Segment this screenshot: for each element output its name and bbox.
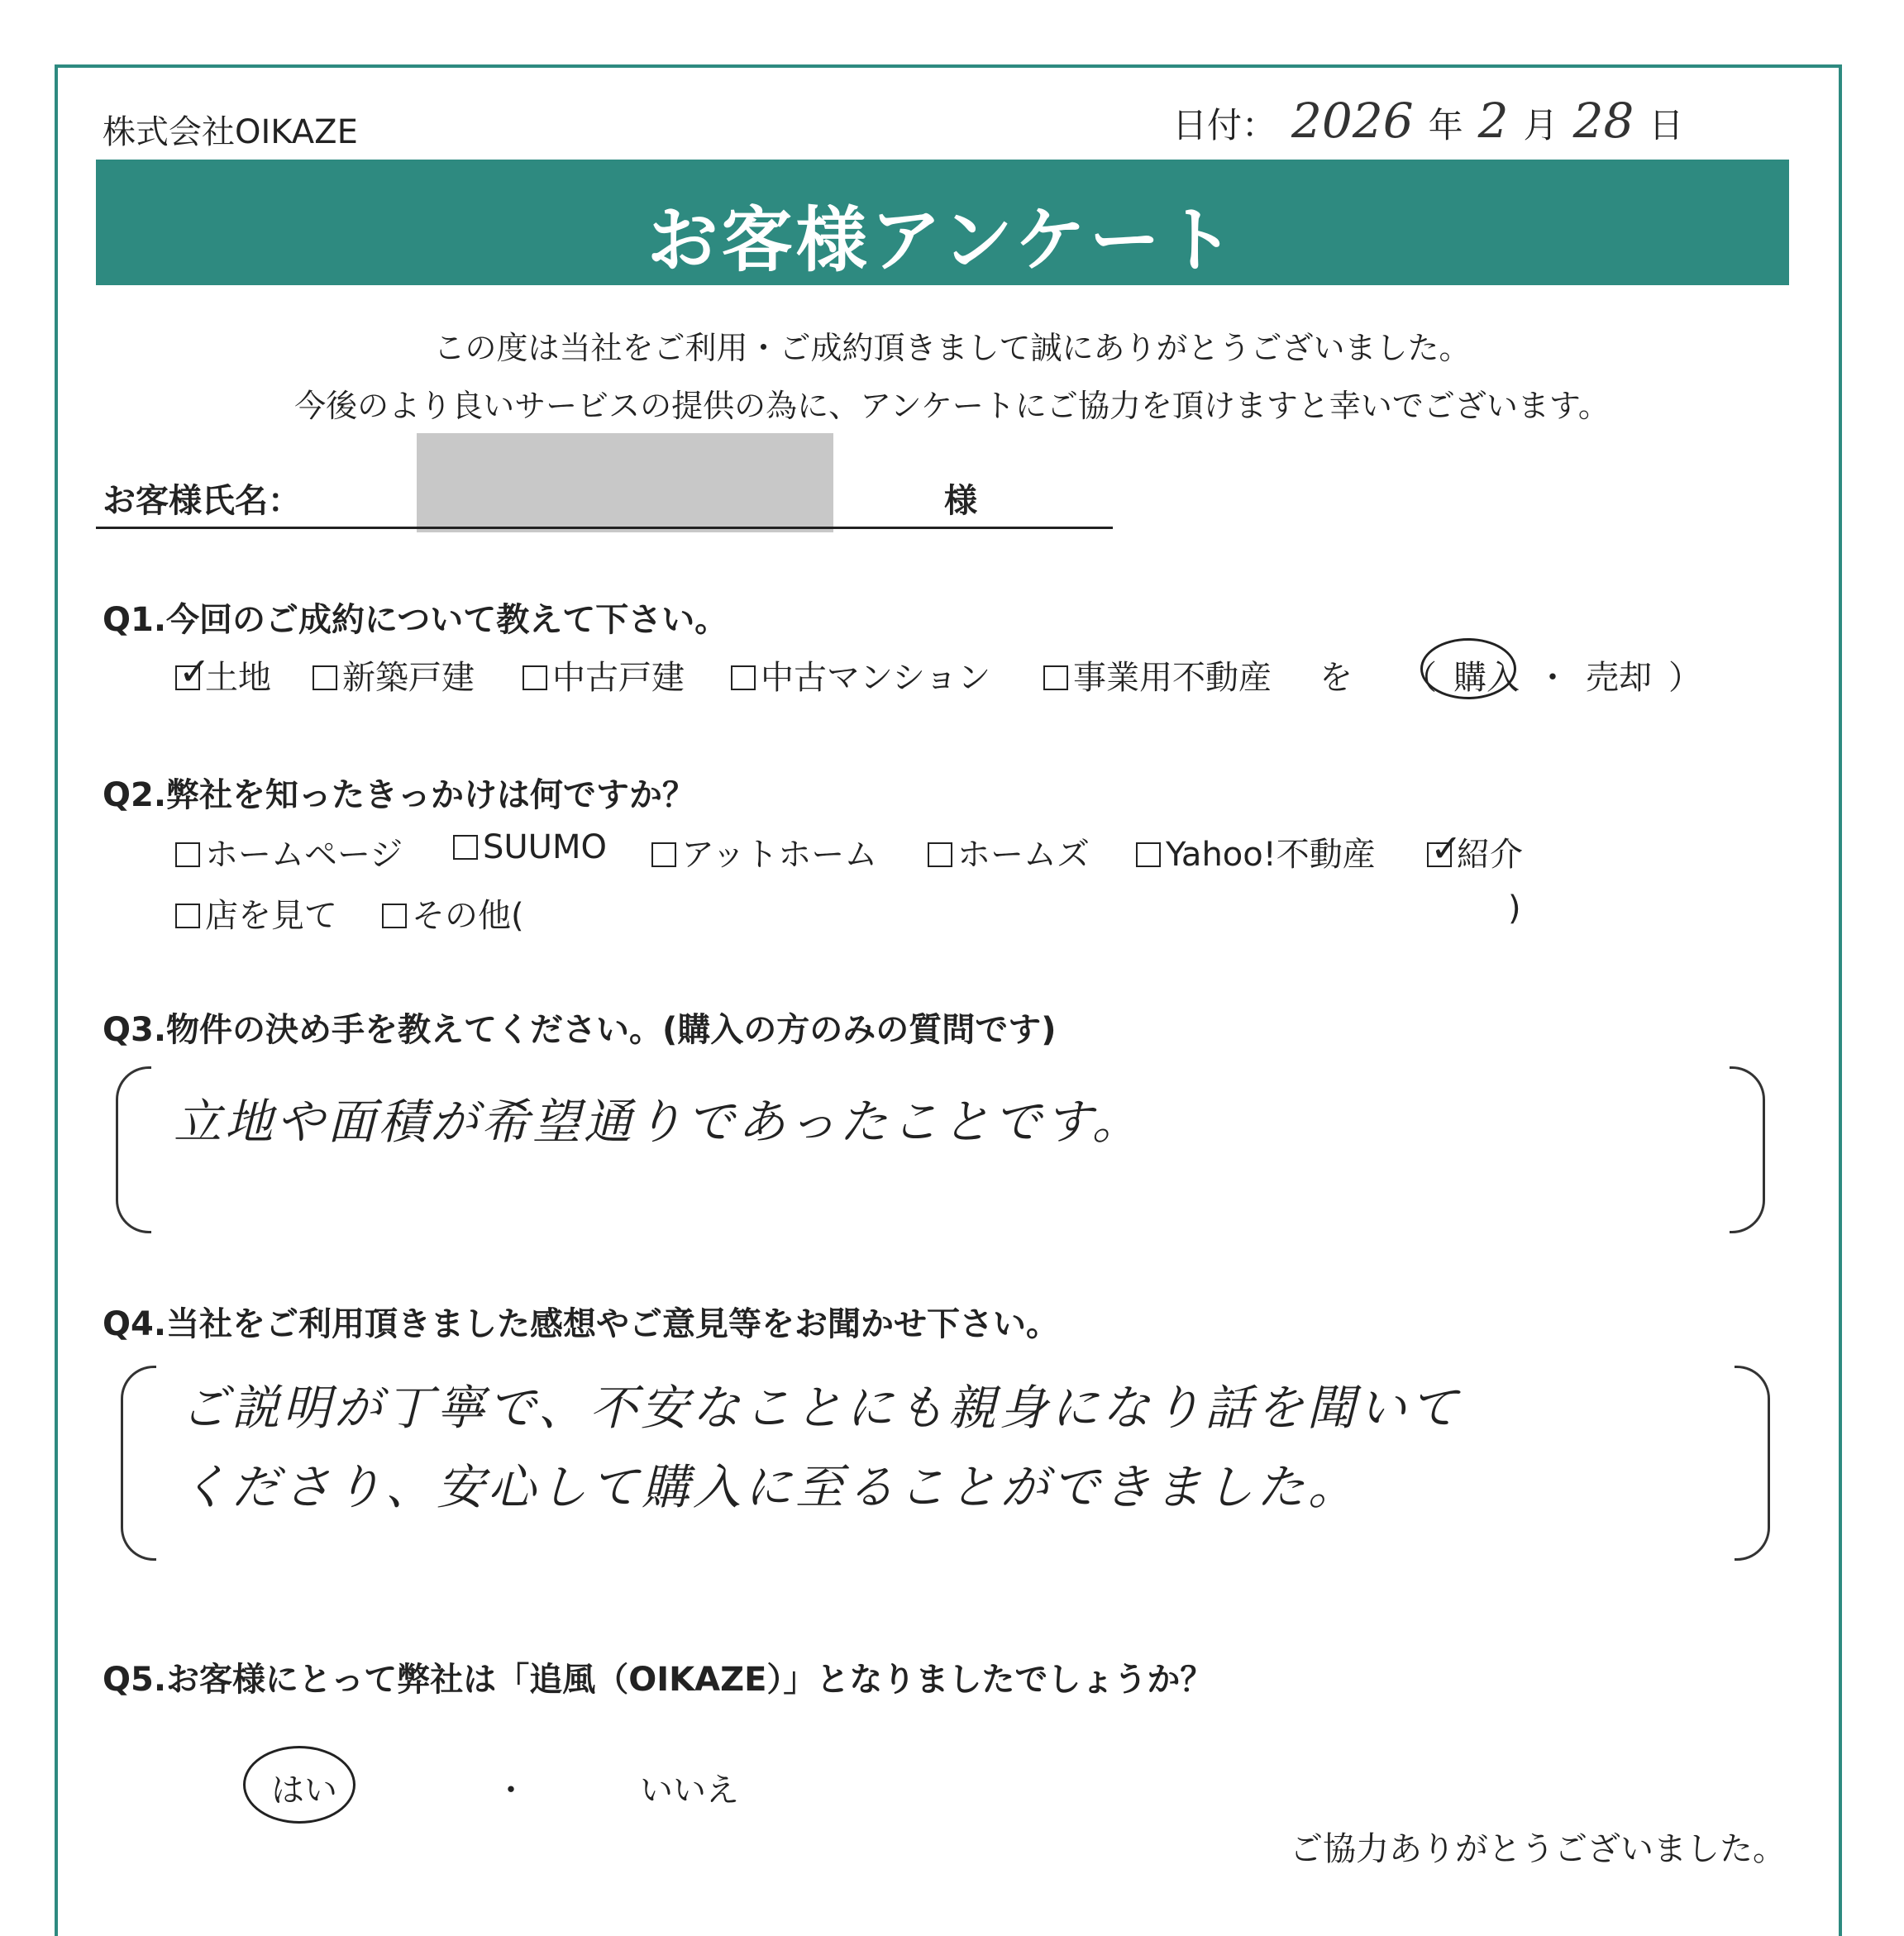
q3-answer[interactable]: 立地や面積が希望通りであったことです。 [174,1094,1143,1150]
q1-checkbox-new-house[interactable] [313,665,337,690]
page-title: お客様アンケート [647,199,1238,282]
q2-checkbox-store[interactable] [175,904,200,928]
customer-honorific: 様 [944,482,977,520]
q5-option-no[interactable]: いいえ [640,1771,739,1810]
q4-answer-line-1[interactable]: ご説明が丁寧で、不安なことにも親身になり話を聞いて [180,1380,1461,1436]
q2-option-other[interactable] [382,889,524,937]
q2-option-label: アットホーム [681,836,878,874]
q1-option-label: 中古マンション [761,659,991,697]
q1-paren-close: ） [1668,659,1701,697]
q1-option-land[interactable] [175,651,271,699]
date-year-unit: 年 [1428,105,1463,145]
q2-option-store[interactable] [175,889,337,937]
q1-paren-open: （ [1404,659,1437,697]
q5-dot: ・ [494,1771,527,1810]
q2-checkbox-homes[interactable] [928,842,952,867]
q2-option-label: その他( [412,897,524,935]
company-name: 株式会社OIKAZE [103,113,358,151]
date-day-unit: 日 [1649,105,1684,145]
date-month: 2 [1477,93,1509,149]
q1-particle: を [1319,659,1353,697]
intro-line-2: 今後のより良いサービスの提供の為に、アンケートにご協力を頂けますと幸いでございます。 [294,388,1610,424]
checkmark-icon: ✓ [179,649,211,694]
q1-option-used-house[interactable] [523,651,685,699]
q4-question: Q4.当社をご利用頂きました感想やご意見等をお聞かせ下さい。 [103,1305,1060,1343]
intro-line-1: この度は当社をご利用・ご成約頂きまして誠にありがとうございました。 [433,330,1471,366]
q1-question: Q1.今回のご成約について教えて下さい。 [103,601,728,639]
q3-bracket-left [116,1066,151,1233]
q1-buy-option[interactable]: 購入 [1453,659,1520,697]
q1-checkbox-business[interactable] [1043,665,1068,690]
q4-answer-line-2[interactable]: くださり、安心して購入に至ることができました。 [180,1459,1360,1515]
q1-sell-option[interactable]: 売却 [1586,659,1652,697]
q5-yes-circle-mark [243,1746,356,1824]
q2-option-label: SUUMO [483,828,607,866]
q3-question: Q3.物件の決め手を教えてください。(購入の方のみの質問です) [103,1011,1057,1049]
q2-option-homepage[interactable] [175,828,403,875]
q2-other-close-paren: ) [1508,889,1521,927]
q4-bracket-left [121,1366,156,1561]
q5-question: Q5.お客様にとって弊社は「追風（OIKAZE）」となりましたでしょうか？ [103,1661,1214,1699]
q2-checkbox-suumo[interactable] [453,835,478,860]
q2-option-athome[interactable] [651,828,877,875]
q2-option-label: 紹介 [1457,836,1523,874]
q2-option-suumo[interactable] [453,828,607,866]
date-field [1172,93,1683,149]
q2-option-yahoo[interactable] [1136,828,1376,875]
title-banner [96,160,1789,285]
customer-name-label: お客様氏名： [103,482,301,520]
q1-option-label: 新築戸建 [342,659,475,697]
q2-checkbox-homepage[interactable] [175,842,200,867]
customer-name-underline [96,527,1113,529]
q1-option-label: 事業用不動産 [1073,659,1272,697]
date-label: 日付： [1172,105,1277,145]
q3-bracket-right [1730,1066,1765,1233]
q1-option-business[interactable] [1043,651,1272,699]
date-day: 28 [1572,93,1634,149]
q1-option-label: 中古戸建 [552,659,685,697]
date-year: 2026 [1291,93,1414,149]
date-month-unit: 月 [1523,105,1558,145]
thanks-message: ご協力ありがとうございました。 [1290,1830,1786,1868]
q2-question: Q2.弊社を知ったきっかけは何ですか？ [103,776,696,814]
q2-checkbox-referral[interactable] [1427,826,1463,870]
q1-checkbox-used-house[interactable] [523,665,547,690]
q2-option-label: Yahoo!不動産 [1166,836,1376,874]
q1-option-label: 土地 [205,659,271,697]
customer-name-redacted [417,433,833,532]
q2-option-label: 店を見て [205,897,337,935]
q1-checkbox-land[interactable] [175,649,211,694]
q1-dot: ・ [1536,659,1569,697]
q4-bracket-right [1735,1366,1770,1561]
q2-option-homes[interactable] [928,828,1090,875]
q1-option-new-house[interactable] [313,651,475,699]
q2-option-referral[interactable] [1427,828,1523,875]
checkmark-icon: ✓ [1430,826,1463,870]
q2-option-label: ホームページ [205,836,403,874]
q1-option-used-mansion[interactable] [731,651,990,699]
q5-option-yes[interactable]: はい [271,1771,337,1810]
q1-checkbox-used-mansion[interactable] [731,665,756,690]
q2-checkbox-yahoo[interactable] [1136,842,1161,867]
q1-buy-circle-mark [1420,638,1516,699]
q2-checkbox-other[interactable] [382,904,407,928]
q2-option-label: ホームズ [957,836,1090,874]
q2-checkbox-athome[interactable] [651,842,676,867]
